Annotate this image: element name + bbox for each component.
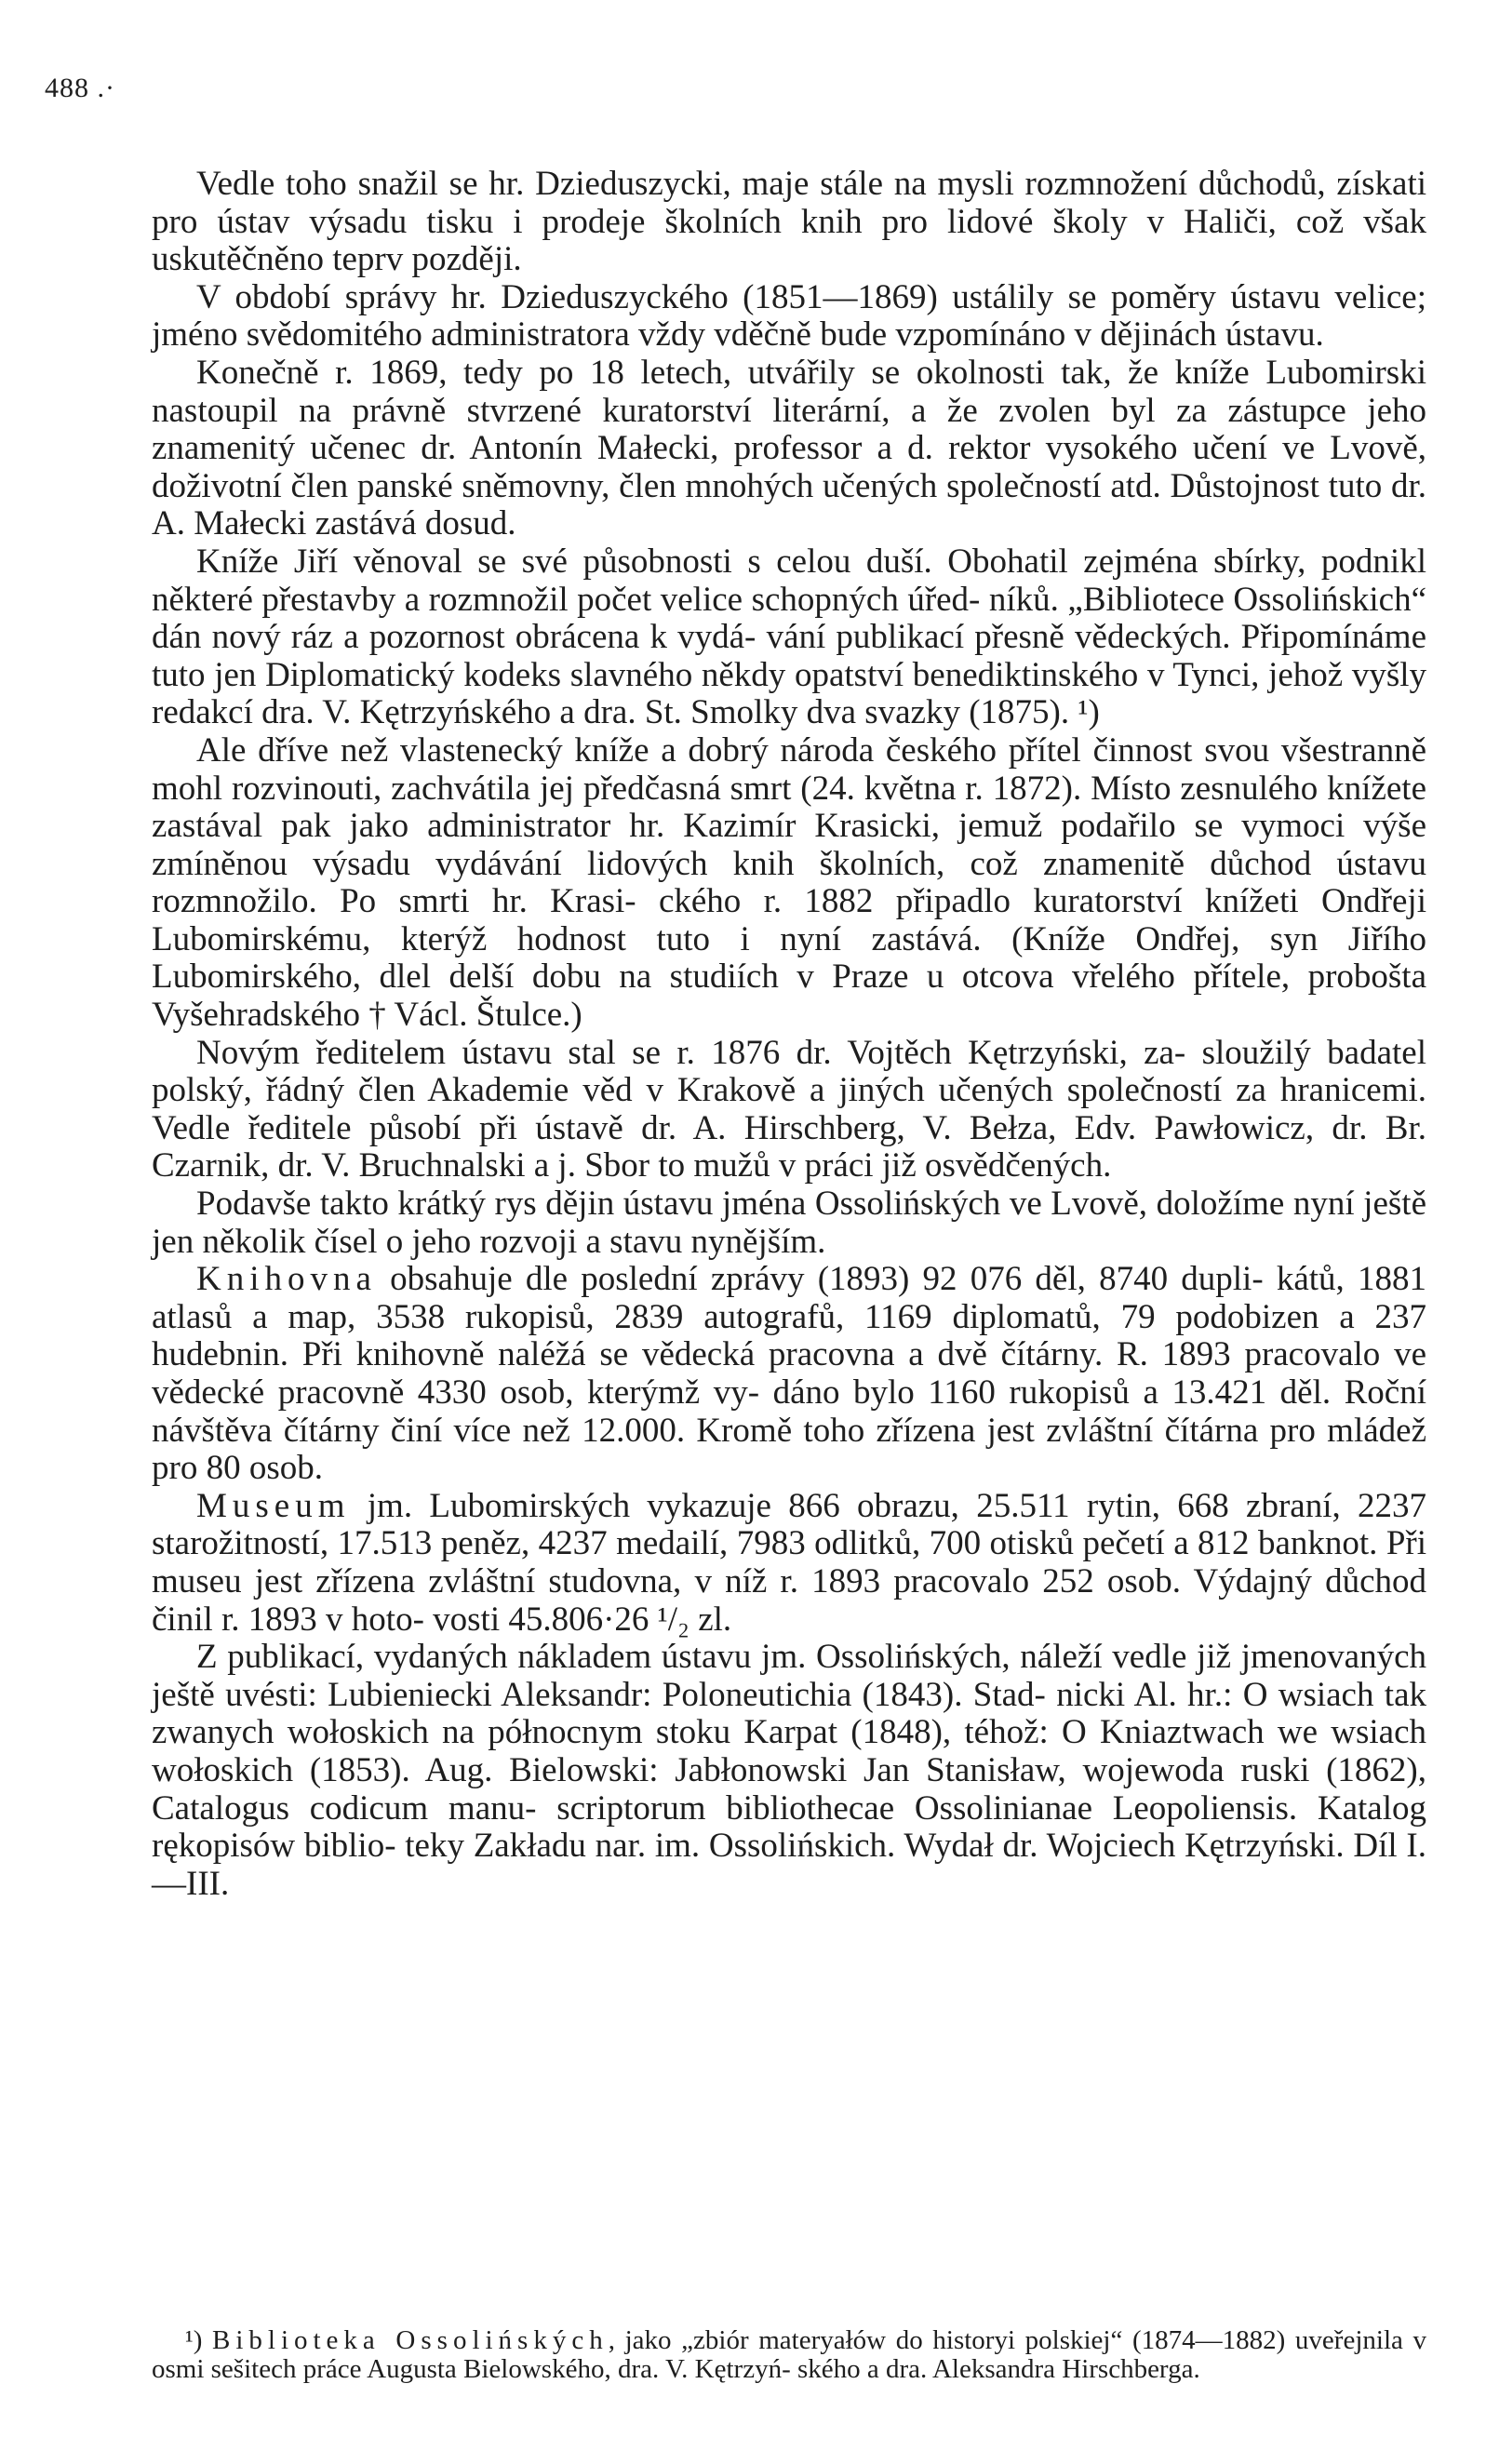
text-line: učených společností atd. Důstojnost tuto dr. A. Małecki zastává dosud. xyxy=(152,466,1427,543)
text-line: vosti 45.806·26 ¹/₂ zl. xyxy=(433,1600,732,1639)
paragraph xyxy=(152,1035,1426,1185)
text-line: dobu na studiích v Praze u otcova vřelého přítele, proboštа Vyšehradského xyxy=(152,957,1427,1035)
text-line: dáno bylo 1160 rukopisů a 13.421 děl. Roční návštěva čítárny činí více xyxy=(152,1373,1426,1450)
paragraph xyxy=(152,732,1426,1035)
text-line: ústavu velice; jméno svědomitého administratora vždy vděčně bude vzpomínáno xyxy=(152,277,1426,355)
paragraph xyxy=(152,1488,1426,1639)
text-line: hodnost tuto i nyní zastává. (Kníže Ondřej, syn Jiřího Lubomirského, dlel delší xyxy=(152,919,1426,997)
text-line: Jabłonowski Jan Stanisław, wojewoda ruski (1862), Catalogus codicum manu- xyxy=(152,1750,1427,1828)
text-line: V. Bełza, Edv. Pawłowicz, dr. Br. Czarnik, dr. V. Bruchnalski a j. Sbor to xyxy=(152,1108,1426,1185)
paragraph xyxy=(152,166,1426,279)
footnote-spaced: Biblioteka Ossolińských xyxy=(211,2325,609,2355)
text-line: mužů v práci již osvědčených. xyxy=(693,1146,1112,1185)
text-line: svou všestranně mohl rozvinouti, zachvátila jej předčasná smrt (24. května xyxy=(152,730,1426,808)
paragraph xyxy=(152,1261,1426,1488)
text-line: Vedle toho snažil se hr. Dzieduszycki, maje stále na mysli rozmnožení xyxy=(196,165,1188,203)
text-line: V. Kętrzyńského a dra. St. Smolky dva svazky (1875). ¹) xyxy=(322,693,1100,732)
text-line: sloužilý badatel polský, řádný člen Akademie věd v Krakově a jiných učených xyxy=(152,1033,1426,1110)
text-line: Konečně r. 1869, tedy po 18 letech, utvářily se okolnosti tak, že kníže xyxy=(196,353,1250,392)
paragraph xyxy=(152,279,1426,355)
text-line: sbírky, podnikl některé přestavby a rozmnožil počet velice schopných úřed- xyxy=(152,542,1426,619)
text-line: v níž r. 1893 pracovalo 252 osob. Výdajný důchod činil r. 1893 v hoto- xyxy=(152,1561,1426,1639)
text-line: dvě čítárny. R. 1893 pracovalo ve vědecké pracovně 4330 osob, kterýmž vy- xyxy=(152,1335,1426,1412)
paragraph xyxy=(152,1639,1426,1903)
text-line: Kníže Jiří věnoval se své působnosti s celou duší. Obohatil zejména xyxy=(196,542,1198,581)
paragraph xyxy=(152,1185,1426,1261)
text-line: (1848), téhož: O Kniaztwach we wsiach wołoskich (1853). Aug. Bielowski: xyxy=(152,1713,1427,1789)
text-line: 700 otisků pečetí a 812 banknot. Při museu jest zřízena zvláštní studovna, xyxy=(152,1524,1427,1600)
page-number: 488 .· xyxy=(45,73,115,103)
text-line: knih školních, což znamenitě důchod ústavu rozmnožilo. Po smrti hr. Krasi- xyxy=(152,844,1427,921)
text-line: 79 podobizen a 237 hudebnin. Při knihovně naléžá se vědecká pracovna a xyxy=(152,1297,1427,1374)
text-line: ského a dra. Aleksandra Hirschberga. xyxy=(797,2354,1200,2384)
text-line: školy v Haliči, což však uskutěčněno teprv později. xyxy=(152,202,1426,279)
text-line: (1874—1882) uveřejnila v osmi sešitech práce Augusta Bielowského, dra. V. Kętrzyń- xyxy=(152,2325,1427,2384)
text-line: teky Zakładu nar. im. Ossolińskich. Wydał dr. Wojciech Kętrzyński. Díl I.—III. xyxy=(152,1827,1426,1903)
text-line: , jako „zbiór materyałów do historyi polskiej“ xyxy=(608,2325,1123,2355)
text-line: obsahuje dle poslední zprávy (1893) 92 076 děl, 8740 dupli- xyxy=(376,1260,1264,1299)
footnote xyxy=(152,2326,1426,2384)
text-line: jmenovaných ještě uvésti: Lubieniecki Aleksandr: Poloneutichia (1843). Stad- xyxy=(152,1638,1427,1714)
text-line: Novým ředitelem ústavu stal se r. 1876 dr. Vojtěch Kętrzyński, za- xyxy=(196,1033,1186,1072)
text-line: slavného někdy opatství benediktinského v Tynci, jehož vyšly redakcí dra. xyxy=(152,655,1427,732)
text-line: kátů, 1881 atlasů a map, 3538 rukopisů, 2839 autografů, 1169 diplomatů, xyxy=(152,1260,1427,1336)
text-line: Ale dříve než vlastenecký kníže a dobrý národa českého přítel činnost xyxy=(196,730,1193,770)
text-line: 668 zbraní, 2237 starožitností, 17.513 peněz, 4237 medailí, 7983 odlitků, xyxy=(152,1486,1427,1563)
text-line: jm. Lubomirských vykazuje 866 obrazu, 25.511 rytin, xyxy=(350,1486,1160,1525)
paragraph xyxy=(152,355,1426,543)
text-line: scriptorum bibliothecae Ossolinianae Leopoliensis. Katalog rękopisów biblio- xyxy=(152,1788,1426,1866)
footnotes xyxy=(152,2326,1426,2384)
text-line: společností za hranicemi. Vedle ředitele působí při ústavě dr. A. Hirschberg, xyxy=(152,1071,1426,1147)
text-line: V období správy hr. Dzieduszyckého (1851—1869) ustálily se poměry xyxy=(196,277,1216,316)
text-line: důchodů, získati pro ústav výsadu tisku i prodeje školních knih pro lidové xyxy=(152,165,1427,241)
text-line: Z publikací, vydaných nákladem ústavu jm. Ossolińských, náleží vedle již xyxy=(196,1638,1232,1677)
text-line: níků. „Bibliotece Ossolińskich“ dán nový ráz a pozornost obrácena k vydá- xyxy=(152,580,1427,657)
text-line: než 12.000. Kromě toho zřízena jest zvláštní čítárna pro mládež pro 80 osob. xyxy=(152,1411,1427,1488)
text-line: doložíme nyní ještě jen několik čísel o jeho rozvoji a stavu nynějším. xyxy=(152,1185,1426,1261)
spaced-heading: Knihovna xyxy=(196,1260,377,1299)
footnote-marker: ¹) xyxy=(185,2325,212,2355)
text-line: † Václ. Štulce.) xyxy=(368,996,582,1035)
text-line: nicki Al. hr.: O wsiach tak zwanych wołoskich na północnym stoku Karpat xyxy=(152,1675,1427,1752)
main-text xyxy=(152,166,1426,1903)
text-line: r. 1872). Místo zesnulého knížete zastával pak jako administrator hr. Kazimír xyxy=(152,769,1427,846)
text-line: ckého r. 1882 připadlo kuratorství knížeti Ondřeji Lubomirskému, kterýž xyxy=(152,882,1426,958)
text-line: vání publikací přesně vědeckých. Připomínáme tuto jen Diplomatický kodeks xyxy=(152,618,1426,694)
paragraph xyxy=(152,543,1426,732)
text-line: Lubomirski nastoupil na právně stvrzené kuratorství literární, a že zvolen byl xyxy=(152,353,1426,430)
text-line: vysokého učení ve Lvově, doživotní člen panské sněmovny, člen mnohých xyxy=(152,429,1426,505)
spaced-heading: Museum xyxy=(196,1486,351,1525)
text-line: v dějinách ústavu. xyxy=(1074,315,1324,355)
text-line: Podavše takto krátký rys dějin ústavu jména Ossolińských ve Lvově, xyxy=(196,1185,1148,1224)
text-line: za zástupce jeho znamenitý učenec dr. Antonín Małecki, professor a d. rektor xyxy=(152,391,1426,468)
text-line: Krasicki, jemuž podařilo se vymoci výše zmíněnou výsadu vydávání lidových xyxy=(152,807,1426,883)
